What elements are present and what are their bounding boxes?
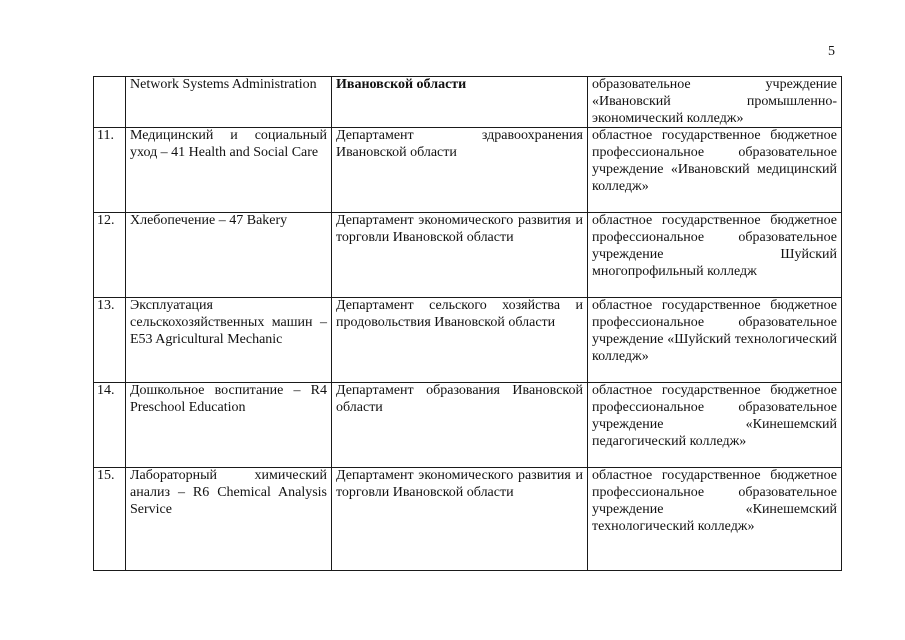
page-number: 5	[828, 44, 835, 59]
row-number: 11.	[94, 128, 126, 213]
competency-cell: Медицинский и социальный уход – 41 Health and Social Care	[126, 128, 332, 213]
table-row	[94, 383, 842, 468]
organization-cell: областное государственное бюджетное профессиональное образовательное учреждение «Ивановский медицинский колледж»	[588, 128, 842, 213]
row-number: 12.	[94, 213, 126, 298]
competency-cell: Network Systems Administration	[126, 77, 332, 128]
department-cell: Департамент экономического развития и торговли Ивановской области	[332, 468, 588, 571]
row-number: 13.	[94, 298, 126, 383]
department-cell: Департамент сельского хозяйства и продовольствия Ивановской области	[332, 298, 588, 383]
competency-cell: Эксплуатация сельскохозяйственных машин – E53 Agricultural Mechanic	[126, 298, 332, 383]
table-row	[94, 213, 842, 298]
organization-cell: областное государственное бюджетное профессиональное образовательное учреждение «Шуйский технологический колледж»	[588, 298, 842, 383]
row-number	[94, 77, 126, 128]
department-cell: Департамент здравоохранения Ивановской области	[332, 128, 588, 213]
row-number: 14.	[94, 383, 126, 468]
department-cell: Департамент экономического развития и торговли Ивановской области	[332, 213, 588, 298]
table-row	[94, 298, 842, 383]
table-row	[94, 128, 842, 213]
organization-cell: областное государственное бюджетное профессиональное образовательное учреждение «Кинешемский педагогический колледж»	[588, 383, 842, 468]
competency-cell: Хлебопечение – 47 Bakery	[126, 213, 332, 298]
table-row	[94, 77, 842, 128]
competency-cell: Дошкольное воспитание – R4 Preschool Education	[126, 383, 332, 468]
organization-cell: областное государственное бюджетное профессиональное образовательное учреждение Шуйский многопрофильный колледж	[588, 213, 842, 298]
organization-cell: образовательное учреждение «Ивановский промышленно-экономический колледж»	[588, 77, 842, 128]
table-row	[94, 468, 842, 571]
department-cell: Ивановской области	[332, 77, 588, 128]
competency-cell: Лабораторный химический анализ – R6 Chemical Analysis Service	[126, 468, 332, 571]
row-number: 15.	[94, 468, 126, 571]
organization-cell: областное государственное бюджетное профессиональное образовательное учреждение «Кинешемский технологический колледж»	[588, 468, 842, 571]
competency-table	[93, 76, 842, 571]
department-cell: Департамент образования Ивановской области	[332, 383, 588, 468]
